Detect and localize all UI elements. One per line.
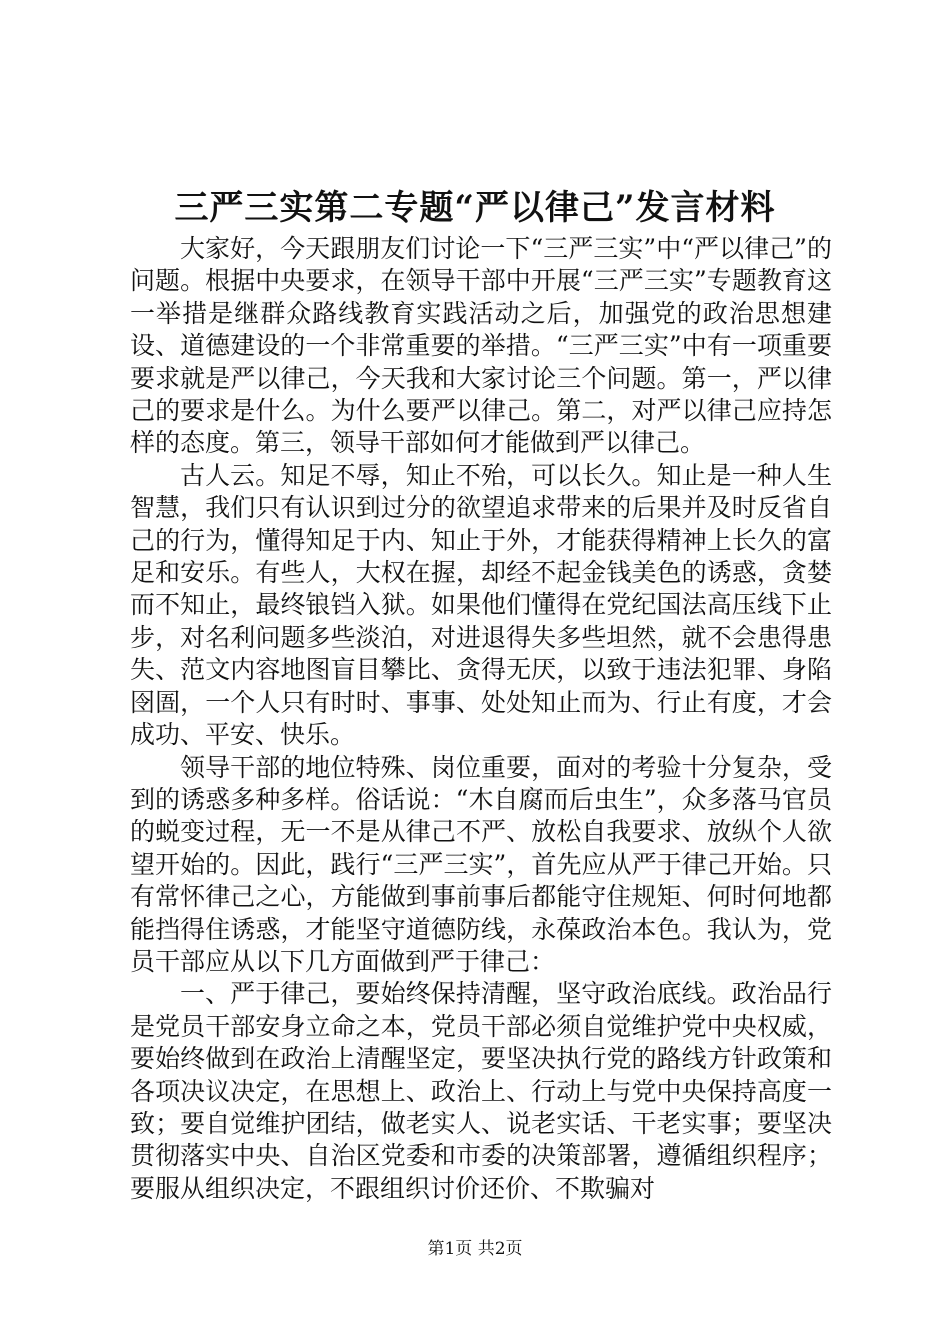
page-number-label: 第1页 共2页 [427,1239,523,1259]
paragraph-4: 一、严于律己，要始终保持清醒，坚守政治底线。政治品行是党员干部安身立命之本，党员干部必须自觉维护党中央权威，要始终做到在政治上清醒坚定，要坚决执行党的路线方针政策和各项决议决定，在思想上、政治上、行动上与党中央保持高度一致；要自觉维护团结，做老实人、说老实话、干老实事；要坚决贯彻落实中央、自治区党委和市委的决策部署，遵循组织程序；要服从组织决定，不跟组织讨价还价、不欺骗对 [130,979,832,1203]
paragraph-2: 古人云。知足不辱，知止不殆，可以长久。知止是一种人生智慧，我们只有认识到过分的欲望追求带来的后果并及时反省自己的行为，懂得知足于内、知止于外，才能获得精神上长久的富足和安乐。有些人，大权在握，却经不起金钱美色的诱惑，贪婪而不知止，最终锒铛入狱。如果他们懂得在党纪国法高压线下止步，对名利问题多些淡泊，对进退得失多些坦然，就不会患得患失、范文内容地图盲目攀比、贪得无厌，以致于违法犯罪、身陷囹圄，一个人只有时时、事事、处处知止而为、行止有度，才会成功、平安、快乐。 [130,460,832,750]
document-body [130,233,832,1205]
paragraph-1: 大家好，今天跟朋友们讨论一下“三严三实”中“严以律己”的问题。根据中央要求，在领导干部中开展“三严三实”专题教育这一举措是继群众路线教育实践活动之后，加强党的政治思想建设、道德建设的一个非常重要的举措。“三严三实”中有一项重要要求就是严以律己，今天我和大家讨论三个问题。第一，严以律己的要求是什么。为什么要严以律己。第二，对严以律己应持怎样的态度。第三，领导干部如何才能做到严以律己。 [130,234,832,458]
document-title: 三严三实第二专题“严以律己”发言材料 [174,188,776,228]
paragraph-3: 领导干部的地位特殊、岗位重要，面对的考验十分复杂，受到的诱惑多种多样。俗话说：“木自腐而后虫生”，众多落马官员的蜕变过程，无一不是从律己不严、放松自我要求、放纵个人欲望开始的。因此，践行“三严三实”，首先应从严于律己开始。只有常怀律己之心，方能做到事前事后都能守住规矩、何时何地都能挡得住诱惑，才能坚守道德防线，永葆政治本色。我认为，党员干部应从以下几方面做到严于律己： [130,752,832,976]
page-footer [0,1237,950,1261]
